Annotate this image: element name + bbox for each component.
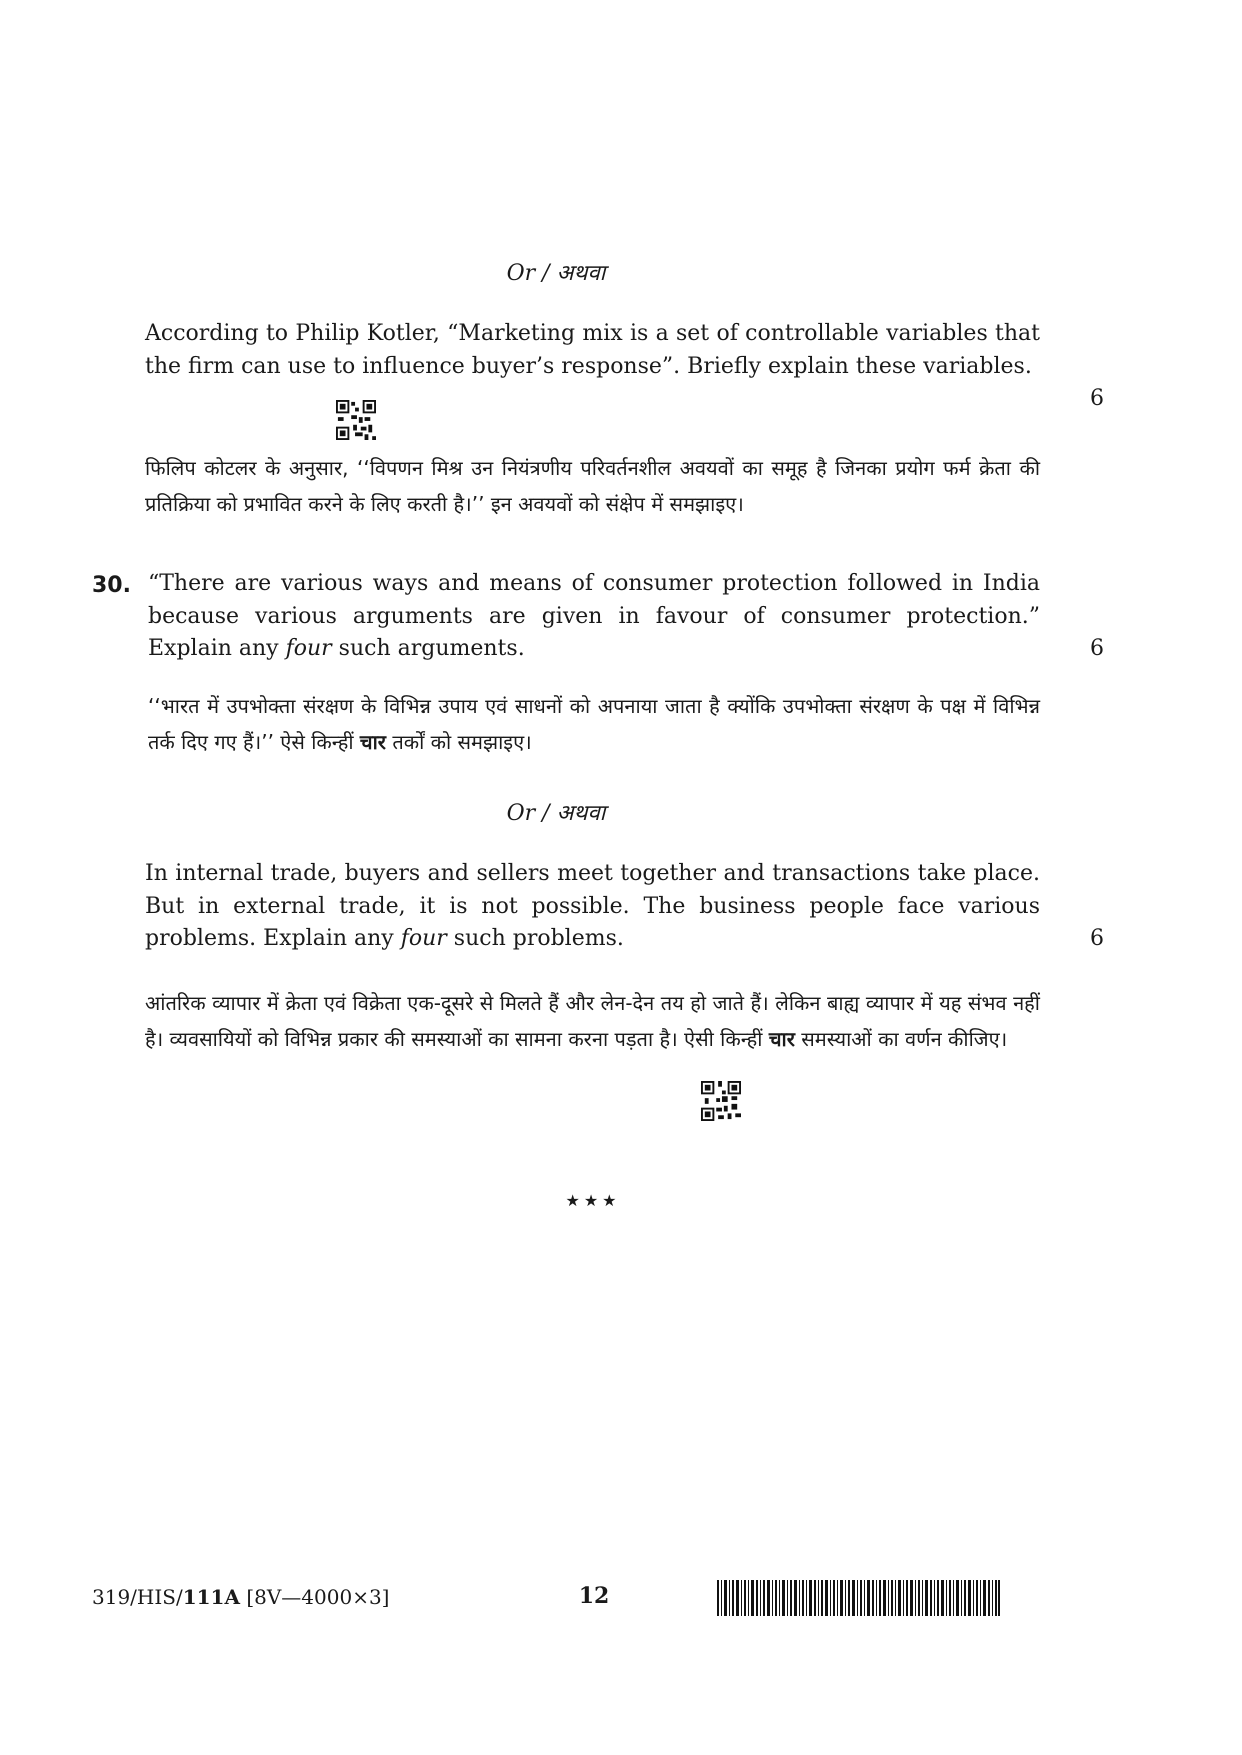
- or-divider-1: Or / अथवा: [506, 261, 606, 286]
- q30-alt-english-text: In internal trade, buyers and sellers meet together and transactions take place. But in external trade, it is not possible. The business people face various problems. Explain any four such problems.: [145, 861, 1040, 951]
- barcode-icon: [717, 1580, 1000, 1620]
- qr-code-icon: [336, 400, 376, 444]
- end-stars: ★★★: [565, 1191, 621, 1210]
- q29-alt-hindi-text: फिलिप कोटलर के अनुसार, ‘‘विपणन मिश्र उन नियंत्रणीय परिवर्तनशील अवयवों का समूह है जिनका प्रयोग फर्म क्रेता की प्रतिक्रिया को प्रभावित करने के लिए करती है।’’ इन अवयवों को संक्षेप में समझाइए।: [145, 456, 1040, 516]
- or-divider-2: Or / अथवा: [506, 801, 606, 826]
- marks-q29-alt: 6: [1090, 386, 1104, 411]
- q30-alt-hindi-text: आंतरिक व्यापार में क्रेता एवं विक्रेता एक-दूसरे से मिलते हैं और लेन-देन तय हो जाते हैं। लेकिन बाह्य व्यापार में यह संभव नहीं है। व्यवसायियों को विभिन्न प्रकार की समस्याओं का सामना करना पड़ता है। ऐसी किन्हीं चार समस्याओं का वर्णन कीजिए।: [145, 991, 1040, 1051]
- page-number: 12: [578, 1583, 610, 1609]
- question-number-30: 30.: [92, 573, 131, 598]
- paper-code: 319/HIS/111A [8V—4000×3]: [92, 1585, 390, 1609]
- q30-english-text: “There are various ways and means of consumer protection followed in India because various arguments are given in favour of consumer protection.” Explain any four such arguments.: [148, 571, 1040, 661]
- marks-q30-alt: 6: [1090, 926, 1104, 951]
- q29-alt-english-text: According to Philip Kotler, “Marketing mix is a set of controllable variables that the firm can use to influence buyer’s response”. Briefly explain these variables.: [145, 321, 1040, 379]
- qr-code-icon: [701, 1081, 741, 1125]
- marks-q30: 6: [1090, 636, 1104, 661]
- q30-hindi-text: ‘‘भारत में उपभोक्ता संरक्षण के विभिन्न उपाय एवं साधनों को अपनाया जाता है क्योंकि उपभोक्ता संरक्षण के पक्ष में विभिन्न तर्क दिए गए हैं।’’ ऐसे किन्हीं चार तर्कों को समझाइए।: [148, 694, 1040, 754]
